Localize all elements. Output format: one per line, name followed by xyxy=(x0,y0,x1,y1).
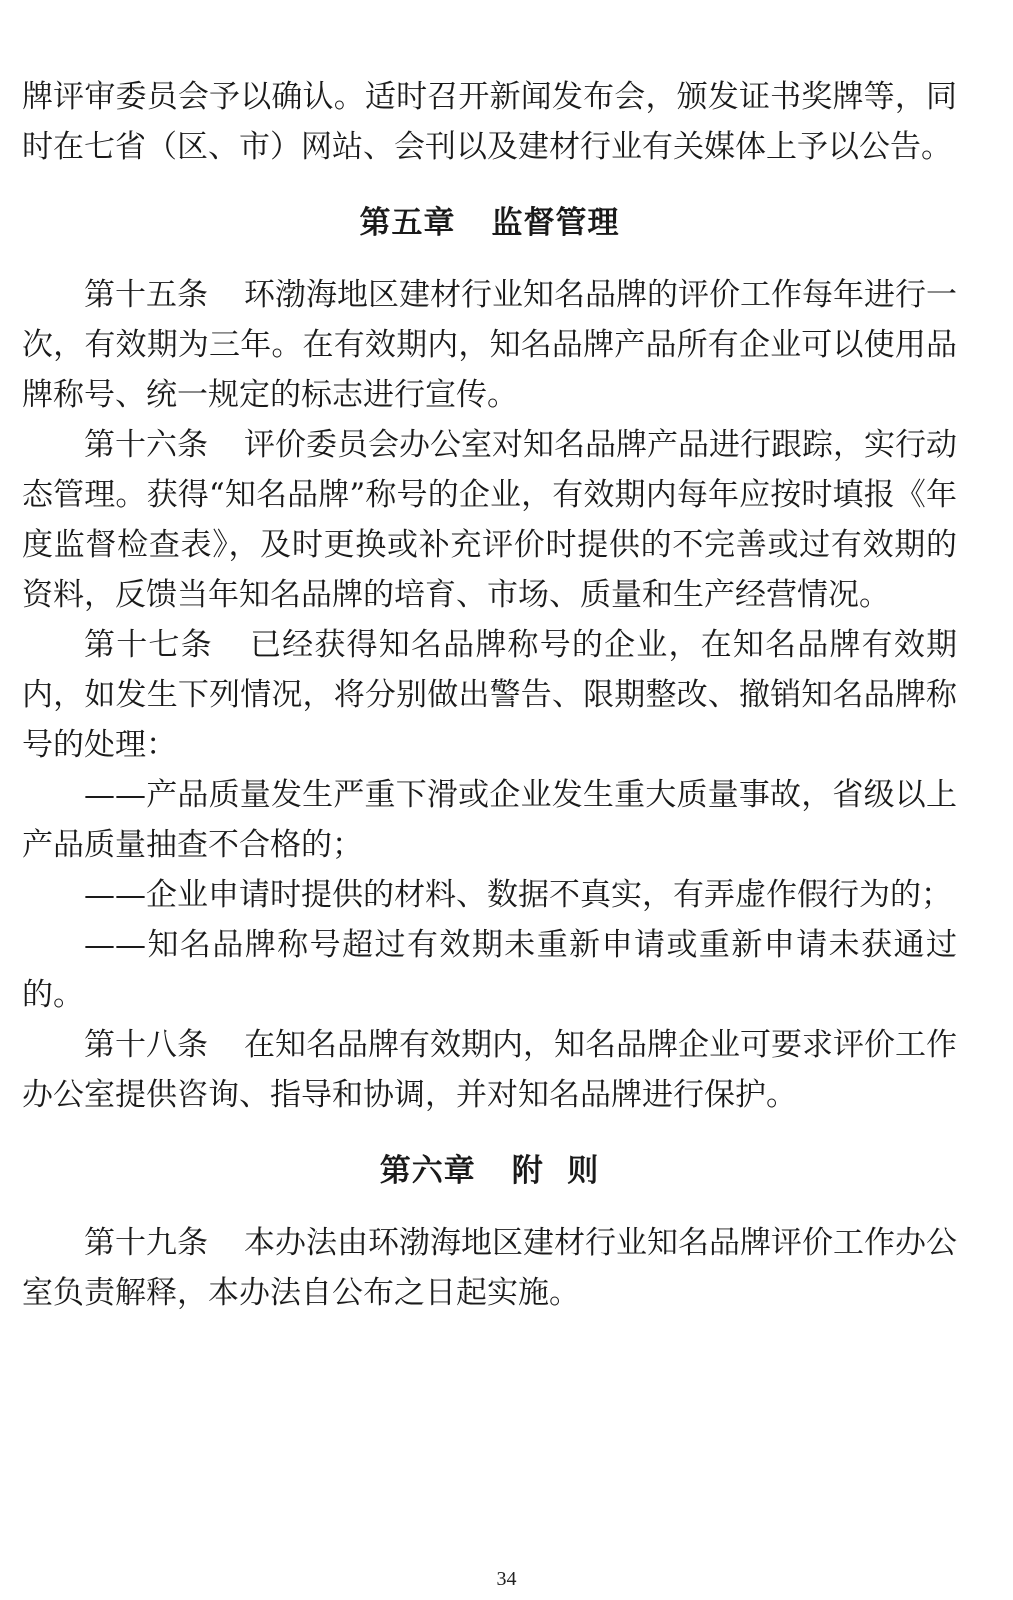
article-17-item: ——企业申请时提供的材料、数据不真实，有弄虚作假行为的； xyxy=(84,877,952,913)
article-16 xyxy=(22,420,957,620)
article-17-item: ——知名品牌称号超过有效期未重新申请或重新申请未获通过的。 xyxy=(22,927,957,1013)
article-16-number: 第十六条 xyxy=(84,427,208,463)
chapter-6-number: 第六章 xyxy=(379,1153,476,1189)
article-16-text: 评价委员会办公室对知名品牌产品进行跟踪，实行动态管理。获得“知名品牌”称号的企业，有效期内每年应按时填报《年度监督检查表》，及时更换或补充评价时提供的不完善或过有效期的资料，反馈当年知名品牌的培育、市场、质量和生产经营情况。 xyxy=(22,427,957,613)
page-number: 34 xyxy=(496,1568,517,1590)
chapter-5-number: 第五章 xyxy=(359,205,456,241)
article-17-number: 第十七条 xyxy=(84,627,213,663)
article-17-text: 已经获得知名品牌称号的企业，在知名品牌有效期内，如发生下列情况，将分别做出警告、限期整改、撤销知名品牌称号的处理： xyxy=(22,627,958,763)
chapter-5-heading xyxy=(22,198,957,248)
article-18-text: 在知名品牌有效期内，知名品牌企业可要求评价工作办公室提供咨询、指导和协调，并对知名品牌进行保护。 xyxy=(22,1027,957,1113)
article-15-number: 第十五条 xyxy=(84,277,208,313)
article-18 xyxy=(22,1020,957,1120)
chapter-6-title: 附 则 xyxy=(511,1153,600,1189)
article-19-number: 第十九条 xyxy=(84,1225,208,1261)
page-content xyxy=(22,72,957,1318)
continuation-paragraph: 牌评审委员会予以确认。适时召开新闻发布会，颁发证书奖牌等，同时在七省（区、市）网站、会刊以及建材行业有关媒体上予以公告。 xyxy=(22,79,957,165)
chapter-5-title: 监督管理 xyxy=(491,205,620,241)
article-18-number: 第十八条 xyxy=(84,1027,208,1063)
article-15 xyxy=(22,270,957,420)
chapter-6-heading xyxy=(22,1146,957,1196)
article-17-item: ——产品质量发生严重下滑或企业发生重大质量事故，省级以上产品质量抽查不合格的； xyxy=(22,777,957,863)
article-19 xyxy=(22,1218,957,1318)
article-17 xyxy=(22,620,957,770)
article-19-text: 本办法由环渤海地区建材行业知名品牌评价工作办公室负责解释，本办法自公布之日起实施。 xyxy=(22,1225,957,1311)
article-15-text: 环渤海地区建材行业知名品牌的评价工作每年进行一次，有效期为三年。在有效期内，知名品牌产品所有企业可以使用品牌称号、统一规定的标志进行宣传。 xyxy=(22,277,957,413)
